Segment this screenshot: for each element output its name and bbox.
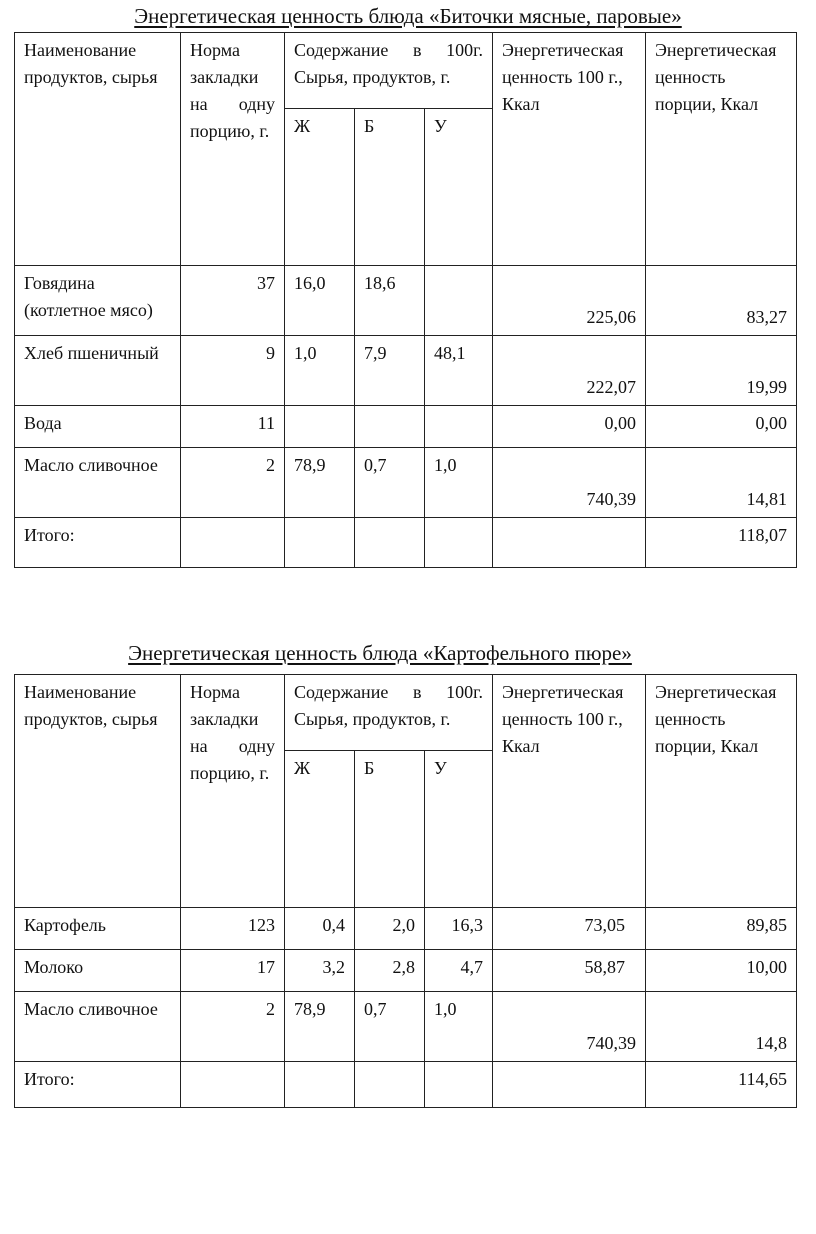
table1	[14, 32, 797, 568]
total-row	[15, 1062, 797, 1108]
header-name: Наименование продуктов, сырья	[15, 675, 181, 908]
table-row	[15, 406, 797, 448]
header-protein: Б	[355, 751, 425, 908]
product-name: Масло сливочное	[15, 448, 181, 518]
energy100-value: 0,00	[493, 406, 646, 448]
table-row	[15, 336, 797, 406]
energy100-value: 740,39	[493, 448, 646, 518]
product-name: Масло сливочное	[15, 992, 181, 1062]
energy-portion-value: 83,27	[646, 266, 797, 336]
fat-value: 3,2	[285, 950, 355, 992]
energy100-value: 73,05	[493, 908, 646, 950]
carb-value: 4,7	[425, 950, 493, 992]
header-norm: Норма закладки на одну порцию, г.	[181, 33, 285, 266]
fat-value	[285, 406, 355, 448]
total-label: Итого:	[15, 518, 181, 568]
product-name: Говядина (котлетное мясо)	[15, 266, 181, 336]
protein-value: 7,9	[355, 336, 425, 406]
protein-value: 0,7	[355, 448, 425, 518]
header-content: Содержание в 100г. Сырья, продуктов, г.	[285, 675, 493, 751]
header-energy-portion: Энергетическая ценность порции, Ккал	[646, 33, 797, 266]
carb-value: 16,3	[425, 908, 493, 950]
energy-portion-value: 14,8	[646, 992, 797, 1062]
header-energy-portion: Энергетическая ценность порции, Ккал	[646, 675, 797, 908]
energy100-value: 225,06	[493, 266, 646, 336]
header-fat: Ж	[285, 751, 355, 908]
carb-value	[425, 266, 493, 336]
carb-value	[425, 406, 493, 448]
fat-value: 78,9	[285, 448, 355, 518]
energy-portion-value: 89,85	[646, 908, 797, 950]
fat-value: 16,0	[285, 266, 355, 336]
table-row	[15, 266, 797, 336]
table-row	[15, 950, 797, 992]
header-norm: Норма закладки на одну порцию, г.	[181, 675, 285, 908]
norm-value: 9	[181, 336, 285, 406]
header-carb: У	[425, 109, 493, 266]
table2	[14, 674, 797, 1108]
norm-value: 37	[181, 266, 285, 336]
header-name: Наименование продуктов, сырья	[15, 33, 181, 266]
carb-value: 1,0	[425, 992, 493, 1062]
header-carb: У	[425, 751, 493, 908]
norm-value: 2	[181, 992, 285, 1062]
total-label: Итого:	[15, 1062, 181, 1108]
carb-value: 1,0	[425, 448, 493, 518]
energy100-value: 58,87	[493, 950, 646, 992]
norm-value: 2	[181, 448, 285, 518]
protein-value	[355, 406, 425, 448]
header-content: Содержание в 100г. Сырья, продуктов, г.	[285, 33, 493, 109]
header-fat: Ж	[285, 109, 355, 266]
energy100-value: 222,07	[493, 336, 646, 406]
energy-portion-value: 14,81	[646, 448, 797, 518]
total-value: 118,07	[646, 518, 797, 568]
norm-value: 11	[181, 406, 285, 448]
total-value: 114,65	[646, 1062, 797, 1108]
fat-value: 78,9	[285, 992, 355, 1062]
protein-value: 0,7	[355, 992, 425, 1062]
energy-portion-value: 0,00	[646, 406, 797, 448]
product-name: Хлеб пшеничный	[15, 336, 181, 406]
energy-portion-value: 19,99	[646, 336, 797, 406]
energy-portion-value: 10,00	[646, 950, 797, 992]
energy100-value: 740,39	[493, 992, 646, 1062]
norm-value: 17	[181, 950, 285, 992]
header-protein: Б	[355, 109, 425, 266]
table-row	[15, 992, 797, 1062]
header-energy100: Энергетическая ценность 100 г., Ккал	[493, 675, 646, 908]
norm-value: 123	[181, 908, 285, 950]
table-row	[15, 908, 797, 950]
carb-value: 48,1	[425, 336, 493, 406]
product-name: Картофель	[15, 908, 181, 950]
table-row	[15, 448, 797, 518]
protein-value: 2,0	[355, 908, 425, 950]
table2-title: Энергетическая ценность блюда «Картофельного пюре»	[128, 641, 632, 665]
product-name: Вода	[15, 406, 181, 448]
protein-value: 18,6	[355, 266, 425, 336]
protein-value: 2,8	[355, 950, 425, 992]
product-name: Молоко	[15, 950, 181, 992]
fat-value: 1,0	[285, 336, 355, 406]
header-energy100: Энергетическая ценность 100 г., Ккал	[493, 33, 646, 266]
table1-title: Энергетическая ценность блюда «Биточки мясные, паровые»	[134, 4, 682, 28]
total-row	[15, 518, 797, 568]
fat-value: 0,4	[285, 908, 355, 950]
